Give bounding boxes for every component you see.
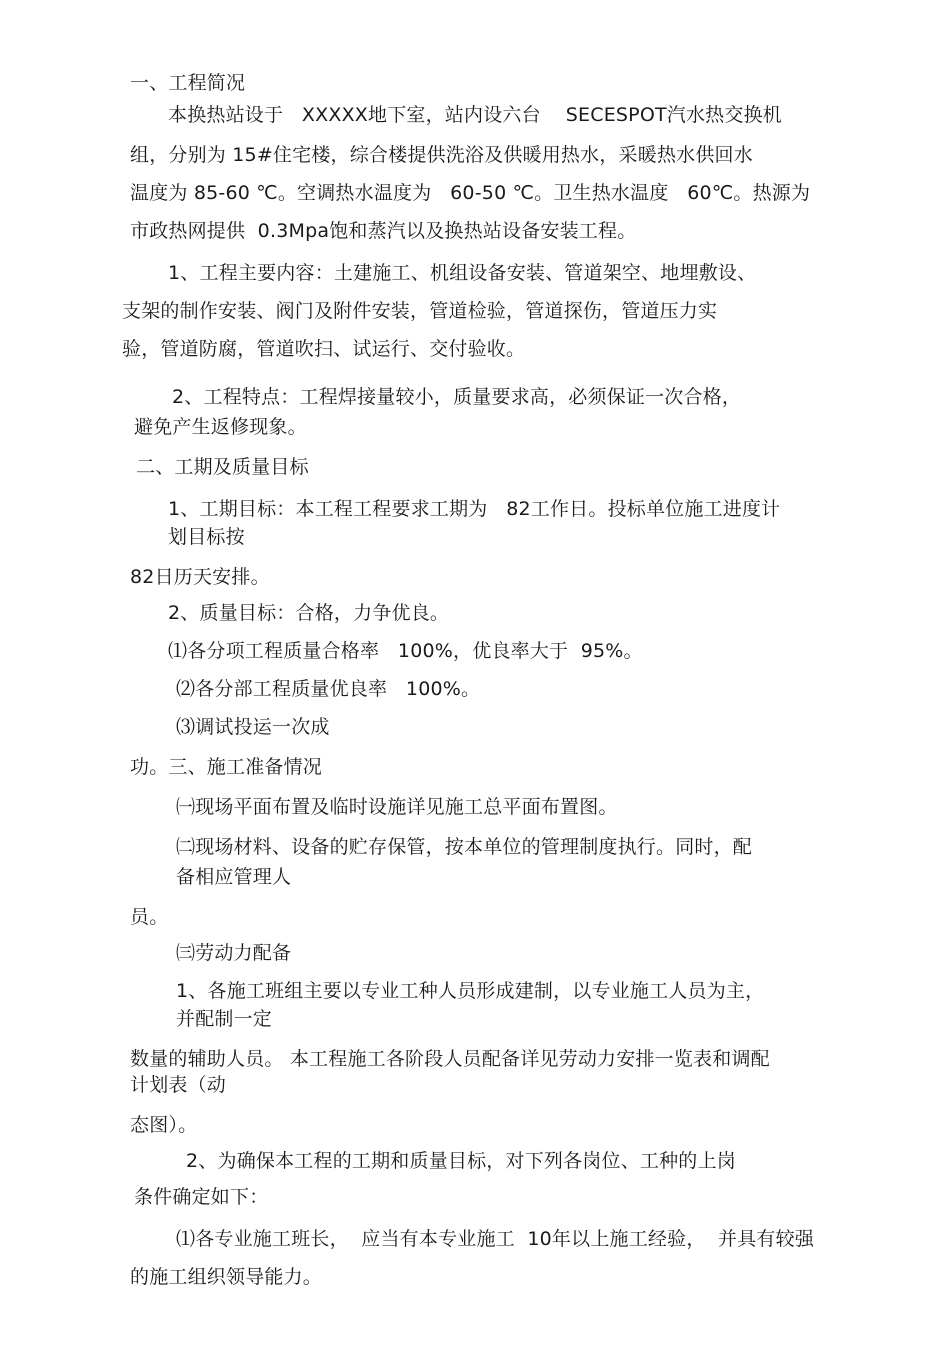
paragraph-line: 组，分别为 15#住宅楼，综合楼提供洗浴及供暖用热水，采暖热水供回水 xyxy=(130,144,753,166)
heading-labor: ㈢劳动力配备 xyxy=(176,942,292,964)
paragraph-line: ㈡现场材料、设备的贮存保管，按本单位的管理制度执行。同时，配 xyxy=(176,836,753,858)
paragraph-line: 2、为确保本工程的工期和质量目标，对下列各岗位、工种的上岗 xyxy=(186,1150,736,1172)
paragraph-line: 计划表（动 xyxy=(130,1074,227,1096)
heading-schedule-quality: 二、工期及质量目标 xyxy=(136,456,309,478)
paragraph-line: 温度为 85-60 ℃。空调热水温度为 60-50 ℃。卫生热水温度 60℃。热源为 xyxy=(130,182,811,204)
paragraph-line: 1、工期目标：本工程工程要求工期为 82工作日。投标单位施工进度计 xyxy=(168,498,781,520)
paragraph-line: 市政热网提供 0.3Mpa饱和蒸汽以及换热站设备安装工程。 xyxy=(130,220,637,242)
paragraph-line: 的施工组织领导能力。 xyxy=(130,1266,323,1288)
paragraph-line: ⑴各专业施工班长， 应当有本专业施工 10年以上施工经验， 并具有较强 xyxy=(176,1228,815,1250)
paragraph-line: 并配制一定 xyxy=(176,1008,273,1030)
paragraph-line: 1、工程主要内容：土建施工、机组设备安装、管道架空、地埋敷设、 xyxy=(168,262,757,284)
paragraph-line: 态图）。 xyxy=(130,1114,198,1136)
paragraph-line: 避免产生返修现象。 xyxy=(134,416,307,438)
paragraph-line: 条件确定如下： xyxy=(134,1186,269,1208)
heading-preparation: 功。三、施工准备情况 xyxy=(130,756,323,778)
paragraph-line: 2、工程特点：工程焊接量较小，质量要求高，必须保证一次合格， xyxy=(172,386,742,408)
paragraph-line: 划目标按 xyxy=(168,526,245,548)
paragraph-line: ⑶调试投运一次成 xyxy=(176,716,330,738)
paragraph-line: ⑴各分项工程质量合格率 100%，优良率大于 95%。 xyxy=(168,640,643,662)
paragraph-line: 支架的制作安装、阀门及附件安装，管道检验，管道探伤，管道压力实 xyxy=(122,300,718,322)
paragraph-line: 员。 xyxy=(130,906,169,928)
heading-project-overview: 一、工程简况 xyxy=(130,72,246,94)
paragraph-line: ㈠现场平面布置及临时设施详见施工总平面布置图。 xyxy=(176,796,618,818)
paragraph-line: 82日历天安排。 xyxy=(130,566,270,588)
paragraph-line: 本换热站设于 XXXXX地下室，站内设六台 SECESPOT汽水热交换机 xyxy=(168,104,782,126)
paragraph-line: 验，管道防腐，管道吹扫、试运行、交付验收。 xyxy=(122,338,526,360)
paragraph-line: 1、各施工班组主要以专业工种人员形成建制，以专业施工人员为主， xyxy=(176,980,765,1002)
paragraph-line: 2、质量目标：合格，力争优良。 xyxy=(168,602,450,624)
paragraph-line: ⑵各分部工程质量优良率 100%。 xyxy=(176,678,481,700)
paragraph-line: 数量的辅助人员。 本工程施工各阶段人员配备详见劳动力安排一览表和调配 xyxy=(130,1048,770,1070)
paragraph-line: 备相应管理人 xyxy=(176,866,292,888)
